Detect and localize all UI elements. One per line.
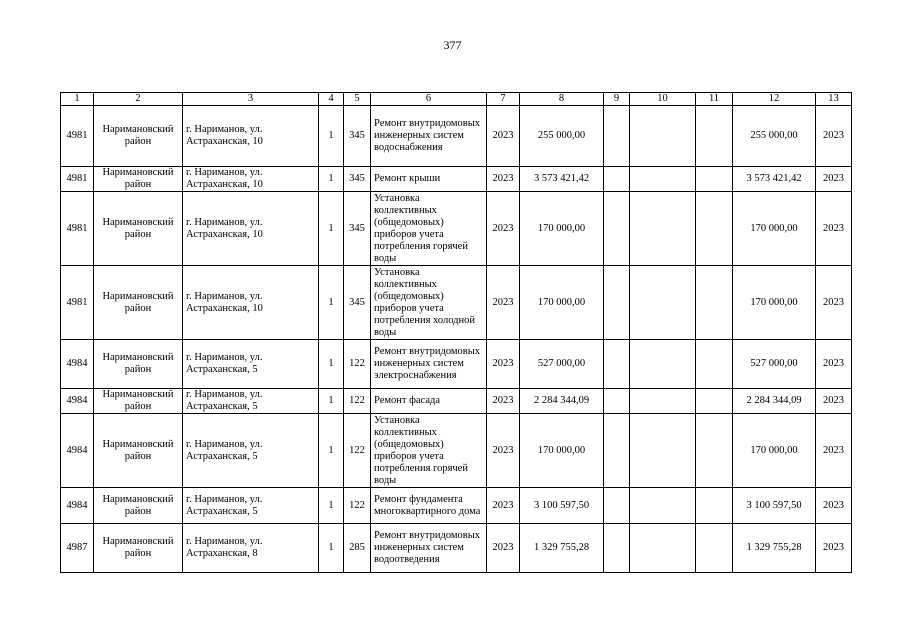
cost-cell: 170 000,00	[520, 192, 604, 266]
object-id-cell: 4984	[61, 340, 94, 389]
address-cell: г. Нариманов, ул. Астраханская, 5	[183, 488, 319, 524]
completion-year-cell: 2023	[816, 389, 852, 414]
object-id-cell: 4981	[61, 106, 94, 167]
col10-cell	[630, 167, 696, 192]
address-cell: г. Нариманов, ул. Астраханская, 5	[183, 389, 319, 414]
address-cell: г. Нариманов, ул. Астраханская, 5	[183, 340, 319, 389]
column-header: 3	[183, 93, 319, 106]
col10-cell	[630, 106, 696, 167]
col11-cell	[696, 167, 733, 192]
cost-cell: 170 000,00	[520, 414, 604, 488]
year-cell: 2023	[487, 106, 520, 167]
col10-cell	[630, 524, 696, 573]
col10-cell	[630, 488, 696, 524]
district-cell: Наримановский район	[94, 106, 183, 167]
code-cell: 345	[344, 192, 371, 266]
column-header: 6	[371, 93, 487, 106]
district-cell: Наримановский район	[94, 266, 183, 340]
col9-cell	[604, 524, 630, 573]
table-row	[61, 266, 852, 340]
total-cost-cell: 527 000,00	[733, 340, 816, 389]
col9-cell	[604, 106, 630, 167]
year-cell: 2023	[487, 340, 520, 389]
district-cell: Наримановский район	[94, 192, 183, 266]
count-cell: 1	[319, 266, 344, 340]
cost-cell: 2 284 344,09	[520, 389, 604, 414]
table-row	[61, 167, 852, 192]
table-row	[61, 106, 852, 167]
object-id-cell: 4984	[61, 389, 94, 414]
object-id-cell: 4984	[61, 414, 94, 488]
district-cell: Наримановский район	[94, 167, 183, 192]
col9-cell	[604, 340, 630, 389]
code-cell: 345	[344, 266, 371, 340]
col9-cell	[604, 488, 630, 524]
count-cell: 1	[319, 192, 344, 266]
year-cell: 2023	[487, 389, 520, 414]
district-cell: Наримановский район	[94, 389, 183, 414]
col9-cell	[604, 266, 630, 340]
cost-cell: 3 100 597,50	[520, 488, 604, 524]
column-header: 8	[520, 93, 604, 106]
page-number: 377	[443, 38, 462, 52]
col11-cell	[696, 414, 733, 488]
object-id-cell: 4981	[61, 266, 94, 340]
year-cell: 2023	[487, 167, 520, 192]
work-type-cell: Ремонт внутридомовых инженерных систем водоснабжения	[371, 106, 487, 167]
address-cell: г. Нариманов, ул. Астраханская, 10	[183, 266, 319, 340]
col11-cell	[696, 106, 733, 167]
work-type-cell: Ремонт фундамента многоквартирного дома	[371, 488, 487, 524]
code-cell: 345	[344, 167, 371, 192]
cost-cell: 3 573 421,42	[520, 167, 604, 192]
count-cell: 1	[319, 106, 344, 167]
cost-cell: 1 329 755,28	[520, 524, 604, 573]
count-cell: 1	[319, 488, 344, 524]
total-cost-cell: 2 284 344,09	[733, 389, 816, 414]
total-cost-cell: 1 329 755,28	[733, 524, 816, 573]
col11-cell	[696, 340, 733, 389]
work-type-cell: Установка коллективных (общедомовых) приборов учета потребления холодной воды	[371, 266, 487, 340]
total-cost-cell: 170 000,00	[733, 192, 816, 266]
table-row	[61, 524, 852, 573]
col9-cell	[604, 389, 630, 414]
table-row	[61, 414, 852, 488]
column-header: 4	[319, 93, 344, 106]
col11-cell	[696, 488, 733, 524]
col10-cell	[630, 266, 696, 340]
address-cell: г. Нариманов, ул. Астраханская, 10	[183, 106, 319, 167]
year-cell: 2023	[487, 524, 520, 573]
completion-year-cell: 2023	[816, 414, 852, 488]
cost-cell: 170 000,00	[520, 266, 604, 340]
address-cell: г. Нариманов, ул. Астраханская, 8	[183, 524, 319, 573]
address-cell: г. Нариманов, ул. Астраханская, 10	[183, 192, 319, 266]
table-row	[61, 389, 852, 414]
object-id-cell: 4981	[61, 167, 94, 192]
address-cell: г. Нариманов, ул. Астраханская, 10	[183, 167, 319, 192]
code-cell: 122	[344, 414, 371, 488]
col10-cell	[630, 389, 696, 414]
col9-cell	[604, 167, 630, 192]
col11-cell	[696, 266, 733, 340]
object-id-cell: 4981	[61, 192, 94, 266]
count-cell: 1	[319, 414, 344, 488]
completion-year-cell: 2023	[816, 524, 852, 573]
code-cell: 122	[344, 340, 371, 389]
completion-year-cell: 2023	[816, 266, 852, 340]
object-id-cell: 4984	[61, 488, 94, 524]
count-cell: 1	[319, 340, 344, 389]
column-header: 10	[630, 93, 696, 106]
header-row	[61, 93, 852, 106]
district-cell: Наримановский район	[94, 340, 183, 389]
repair-registry-table	[60, 92, 852, 573]
work-type-cell: Ремонт внутридомовых инженерных систем электроснабжения	[371, 340, 487, 389]
code-cell: 345	[344, 106, 371, 167]
code-cell: 122	[344, 488, 371, 524]
total-cost-cell: 3 100 597,50	[733, 488, 816, 524]
column-header: 1	[61, 93, 94, 106]
total-cost-cell: 170 000,00	[733, 414, 816, 488]
column-header: 2	[94, 93, 183, 106]
count-cell: 1	[319, 524, 344, 573]
completion-year-cell: 2023	[816, 340, 852, 389]
work-type-cell: Ремонт внутридомовых инженерных систем водоотведения	[371, 524, 487, 573]
table-row	[61, 192, 852, 266]
completion-year-cell: 2023	[816, 167, 852, 192]
column-header: 5	[344, 93, 371, 106]
column-header: 7	[487, 93, 520, 106]
year-cell: 2023	[487, 414, 520, 488]
total-cost-cell: 170 000,00	[733, 266, 816, 340]
address-cell: г. Нариманов, ул. Астраханская, 5	[183, 414, 319, 488]
completion-year-cell: 2023	[816, 106, 852, 167]
column-header: 13	[816, 93, 852, 106]
district-cell: Наримановский район	[94, 524, 183, 573]
district-cell: Наримановский район	[94, 488, 183, 524]
work-type-cell: Установка коллективных (общедомовых) приборов учета потребления горячей воды	[371, 414, 487, 488]
completion-year-cell: 2023	[816, 192, 852, 266]
table-row	[61, 488, 852, 524]
column-header: 12	[733, 93, 816, 106]
col11-cell	[696, 389, 733, 414]
col9-cell	[604, 192, 630, 266]
completion-year-cell: 2023	[816, 488, 852, 524]
code-cell: 122	[344, 389, 371, 414]
column-header: 9	[604, 93, 630, 106]
code-cell: 285	[344, 524, 371, 573]
object-id-cell: 4987	[61, 524, 94, 573]
col11-cell	[696, 524, 733, 573]
year-cell: 2023	[487, 192, 520, 266]
col11-cell	[696, 192, 733, 266]
total-cost-cell: 255 000,00	[733, 106, 816, 167]
year-cell: 2023	[487, 266, 520, 340]
table-row	[61, 340, 852, 389]
column-header: 11	[696, 93, 733, 106]
work-type-cell: Ремонт фасада	[371, 389, 487, 414]
count-cell: 1	[319, 167, 344, 192]
total-cost-cell: 3 573 421,42	[733, 167, 816, 192]
district-cell: Наримановский район	[94, 414, 183, 488]
cost-cell: 527 000,00	[520, 340, 604, 389]
col10-cell	[630, 414, 696, 488]
cost-cell: 255 000,00	[520, 106, 604, 167]
col10-cell	[630, 192, 696, 266]
work-type-cell: Установка коллективных (общедомовых) приборов учета потребления горячей воды	[371, 192, 487, 266]
year-cell: 2023	[487, 488, 520, 524]
col9-cell	[604, 414, 630, 488]
col10-cell	[630, 340, 696, 389]
count-cell: 1	[319, 389, 344, 414]
work-type-cell: Ремонт крыши	[371, 167, 487, 192]
